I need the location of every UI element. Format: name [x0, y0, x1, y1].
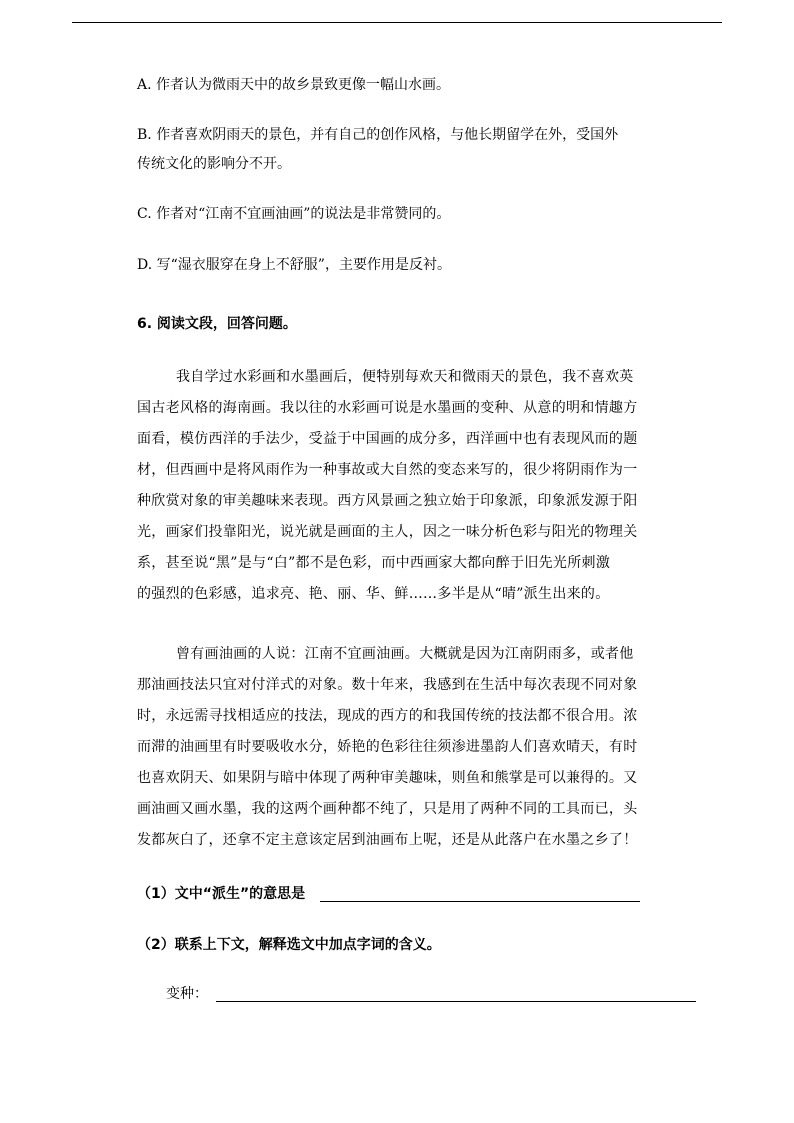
option-b-line-2: 传统文化的影响分不开。: [137, 156, 291, 172]
answer-blank-1[interactable]: [320, 887, 640, 902]
passage-line: 国古老风格的海南画。我以往的水彩画可说是水墨画的变种、从意的明和情趣方: [137, 400, 638, 416]
header-rule: [72, 22, 722, 23]
passage-line: 面看，模仿西洋的手法少，受益于中国画的成分多，西洋画中也有表现风而的题: [137, 431, 638, 447]
passage-line: 材，但西画中是将风雨作为一种事故或大自然的变态来写的，很少将阴雨作为一: [137, 462, 638, 478]
passage-line: 而滞的油画里有时要吸收水分，娇艳的色彩往往须渗进墨韵人们喜欢晴天，有时: [137, 739, 638, 755]
passage-line: 我自学过水彩画和水墨画后，便特别每欢天和微雨天的景色，我不喜欢英: [176, 369, 634, 385]
sub-question-2: （2）联系上下文，解释选文中加点字词的含义。: [137, 937, 441, 953]
passage-line: 也喜欢阴天、如果阴与暗中体现了两种审美趣味，则鱼和熊掌是可以兼得的。又: [137, 770, 638, 786]
option-d: D. 写“湿衣服穿在身上不舒服”，主要作用是反衬。: [137, 257, 451, 273]
question-title: 6. 阅读文段，回答问题。: [137, 316, 297, 332]
option-a: A. 作者认为微雨天中的故乡景致更像一幅山水画。: [137, 77, 451, 93]
term-bianzhong-label: 变种：: [166, 986, 208, 1002]
passage-line: 发都灰白了，还拿不定主意该定居到油画布上呢，还是从此落户在水墨之乡了！: [137, 832, 638, 848]
option-c: C. 作者对“江南不宜画油画”的说法是非常赞同的。: [137, 206, 451, 222]
passage-line: 的强烈的色彩感，追求亮、艳、丽、华、鲜……多半是从“晴”派生出来的。: [137, 586, 610, 602]
answer-blank-term-1[interactable]: [216, 987, 696, 1002]
passage-line: 时，永远需寻找相适应的技法，现成的西方的和我国传统的技法都不很合用。浓: [137, 708, 638, 724]
passage-line: 那油画技法只宜对付洋式的对象。数十年来，我感到在生活中每次表现不同对象: [137, 677, 638, 693]
passage-line: 种欣赏对象的审美趣味来表现。西方风景画之独立始于印象派，印象派发源于阳: [137, 493, 638, 509]
passage-line: 画油画又画水墨，我的这两个画种都不纯了，只是用了两种不同的工具而已，头: [137, 801, 638, 817]
passage-line: 光，画家们投靠阳光，说光就是画面的主人，因之一味分析色彩与阳光的物理关: [137, 524, 638, 540]
passage-line: 系，甚至说“黑”是与“白”都不是色彩，而中西画家大都向醉于旧先光所刺激: [137, 555, 611, 571]
term-bianzhong: [166, 986, 696, 1002]
sub-question-1: [137, 886, 640, 902]
option-b-line-1: B. 作者喜欢阴雨天的景色，并有自己的创作风格，与他长期留学在外，受国外: [137, 127, 619, 143]
sub-question-1-prompt: （1）文中“派生”的意思是: [137, 886, 306, 902]
passage-line: 曾有画油画的人说：江南不宜画油画。大概就是因为江南阴雨多，或者他: [176, 646, 634, 662]
